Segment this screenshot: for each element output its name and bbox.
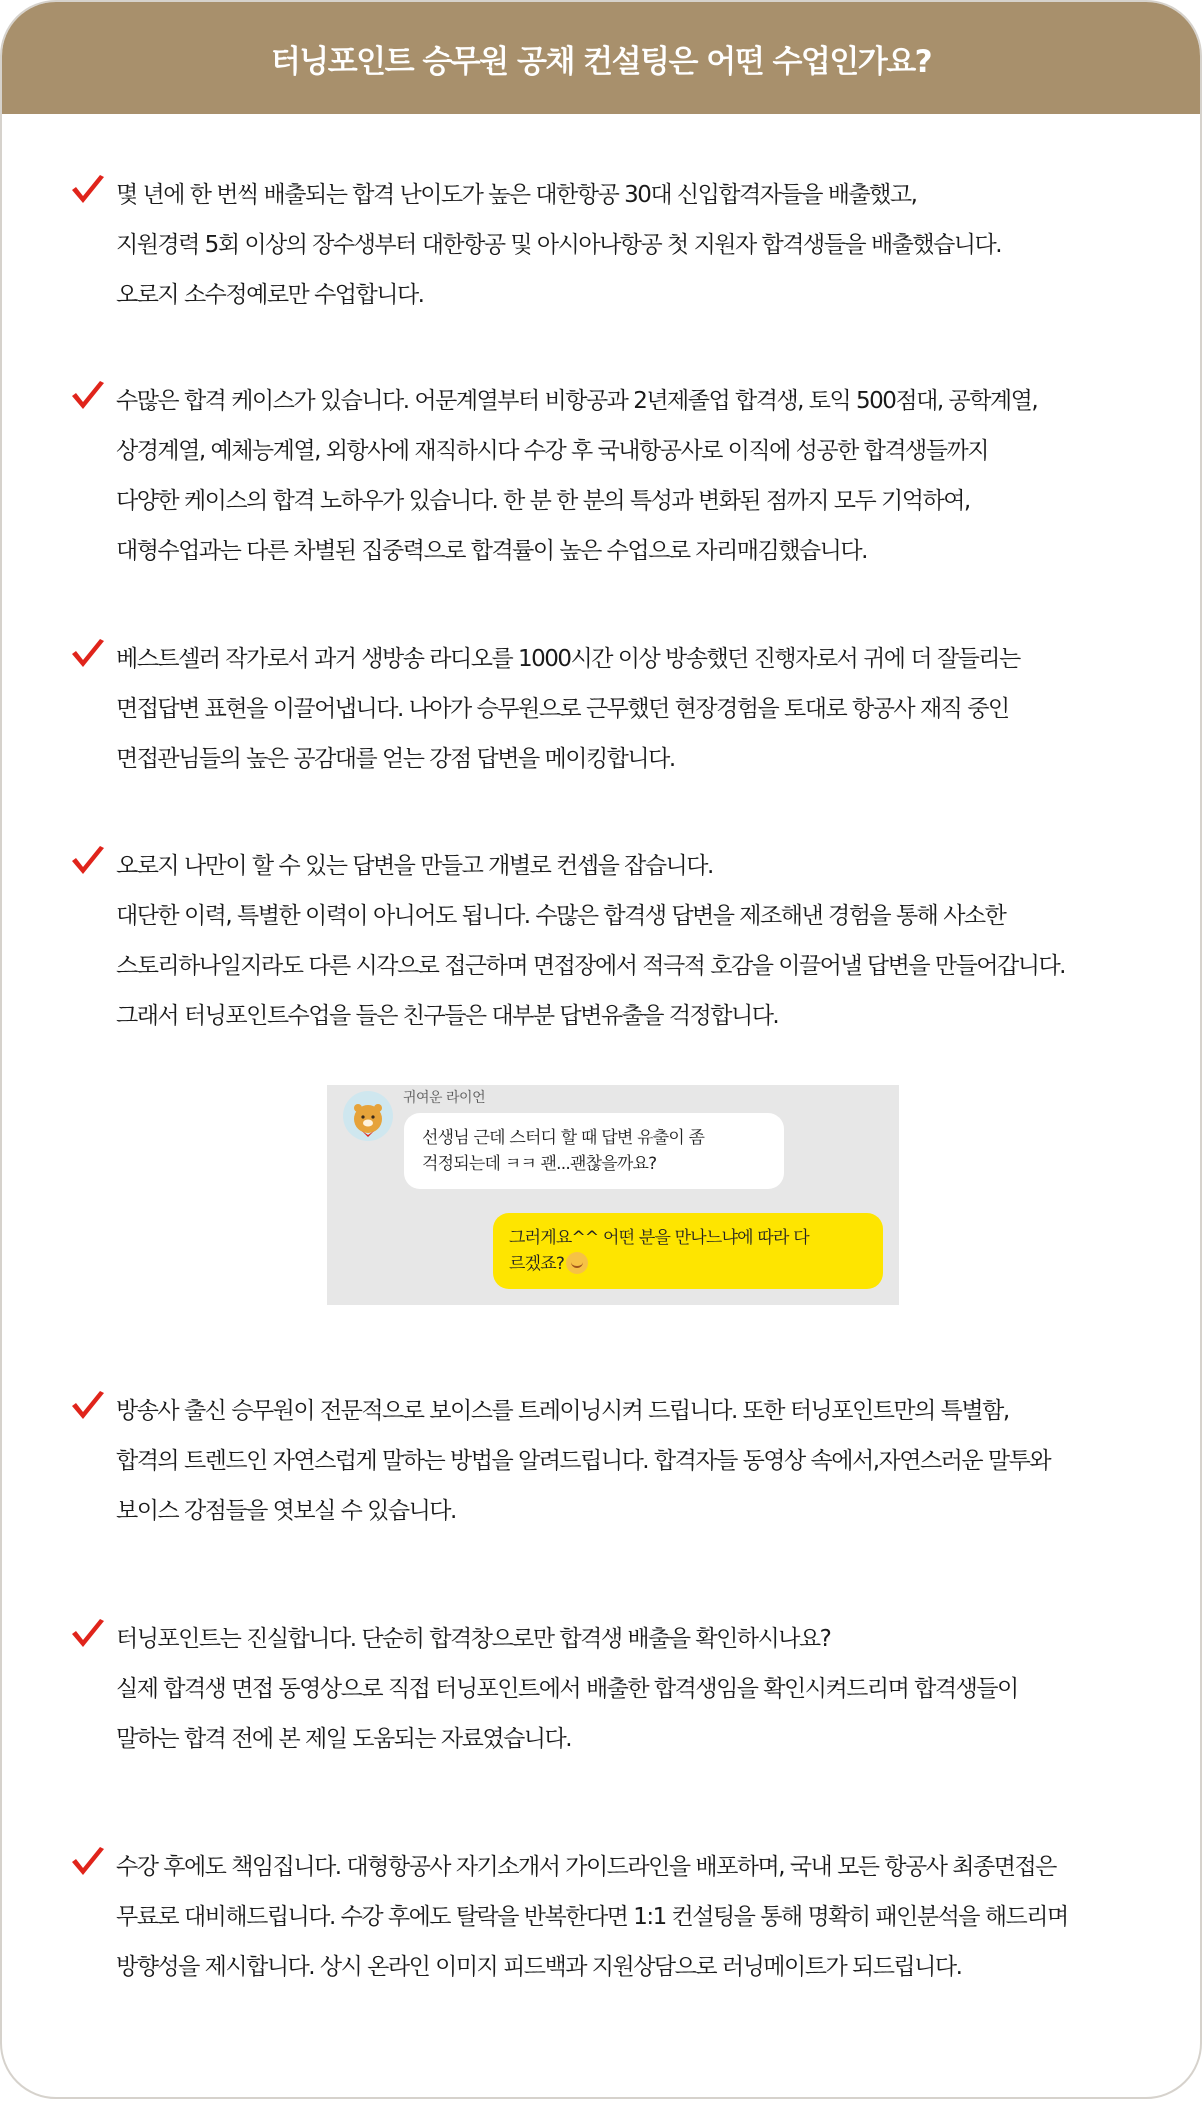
check-icon bbox=[70, 638, 106, 672]
message-line: 걱정되는데 ㅋㅋ 괜...괜찮을까요? bbox=[422, 1154, 657, 1174]
text-line: 다양한 케이스의 합격 노하우가 있습니다. 한 분 한 분의 특성과 변화된 점까지 모두 기억하여, bbox=[116, 488, 970, 514]
check-icon bbox=[70, 174, 106, 208]
text-line: 스토리하나일지라도 다른 시각으로 접근하며 면접장에서 적극적 호감을 이끌어낼 답변을 만들어갑니다. bbox=[116, 953, 1065, 979]
text-line: 방송사 출신 승무원이 전문적으로 보이스를 트레이닝시켜 드립니다. 또한 터닝포인트만의 특별함, bbox=[116, 1398, 1009, 1424]
list-item-text bbox=[116, 170, 1176, 320]
check-icon bbox=[70, 1846, 106, 1880]
list-item-text bbox=[116, 1614, 1176, 1764]
check-icon bbox=[70, 380, 106, 414]
smiling-face-emoji-icon bbox=[566, 1252, 588, 1274]
text-line: 수많은 합격 케이스가 있습니다. 어문계열부터 비항공과 2년제졸업 합격생, 토익 500점대, 공학계열, bbox=[116, 388, 1038, 414]
text-line: 몇 년에 한 번씩 배출되는 합격 난이도가 높은 대한항공 30대 신입합격자들을 배출했고, bbox=[116, 182, 917, 208]
message-line: 선생님 근데 스터디 할 때 답변 유출이 좀 bbox=[422, 1128, 705, 1148]
list-item-text bbox=[116, 1386, 1176, 1536]
check-icon bbox=[70, 1390, 106, 1424]
chat-screenshot bbox=[327, 1085, 899, 1305]
text-line: 면접관님들의 높은 공감대를 얻는 강점 답변을 메이킹합니다. bbox=[116, 746, 675, 772]
page-title-banner bbox=[2, 2, 1200, 114]
list-item-text bbox=[116, 376, 1176, 576]
text-line: 오로지 소수정예로만 수업합니다. bbox=[116, 282, 424, 308]
text-line: 오로지 나만이 할 수 있는 답변을 만들고 개별로 컨셉을 잡습니다. bbox=[116, 853, 713, 879]
list-item-text bbox=[116, 1842, 1176, 1992]
text-line: 베스트셀러 작가로서 과거 생방송 라디오를 1000시간 이상 방송했던 진행자로서 귀에 더 잘들리는 bbox=[116, 646, 1020, 672]
text-line: 실제 합격생 면접 동영상으로 직접 터닝포인트에서 배출한 합격생임을 확인시켜드리며 합격생들이 bbox=[116, 1676, 1018, 1702]
text-line: 무료로 대비해드립니다. 수강 후에도 탈락을 반복한다면 1:1 컨설팅을 통해 명확히 패인분석을 해드리며 bbox=[116, 1904, 1068, 1930]
text-line: 상경계열, 예체능계열, 외항사에 재직하시다 수강 후 국내항공사로 이직에 성공한 합격생들까지 bbox=[116, 438, 988, 464]
lion-character-avatar bbox=[343, 1091, 393, 1141]
chat-sender-name: 귀여운 라이언 bbox=[403, 1090, 486, 1106]
text-line: 터닝포인트는 진실합니다. 단순히 합격창으로만 합격생 배출을 확인하시나요? bbox=[116, 1626, 831, 1652]
lion-icon bbox=[343, 1091, 393, 1141]
message-line bbox=[509, 1251, 867, 1277]
outgoing-message-bubble bbox=[493, 1213, 883, 1289]
text-line: 수강 후에도 책임집니다. 대형항공사 자기소개서 가이드라인을 배포하며, 국내 모든 항공사 최종면접은 bbox=[116, 1854, 1056, 1880]
list-item-text bbox=[116, 634, 1176, 784]
message-text: 르겠죠? bbox=[509, 1254, 565, 1274]
text-line: 지원경력 5회 이상의 장수생부터 대한항공 및 아시아나항공 첫 지원자 합격생들을 배출했습니다. bbox=[116, 232, 1002, 258]
text-line: 대단한 이력, 특별한 이력이 아니어도 됩니다. 수많은 합격생 답변을 제조해낸 경험을 통해 사소한 bbox=[116, 903, 1006, 929]
text-line: 보이스 강점들을 엿보실 수 있습니다. bbox=[116, 1498, 456, 1524]
text-line: 면접답변 표현을 이끌어냅니다. 나아가 승무원으로 근무했던 현장경험을 토대로 항공사 재직 중인 bbox=[116, 696, 1009, 722]
text-line: 방향성을 제시합니다. 상시 온라인 이미지 피드백과 지원상담으로 러닝메이트가 되드립니다. bbox=[116, 1954, 962, 1980]
message-line: 그러게요^^ 어떤 분을 만나느냐에 따라 다 bbox=[509, 1228, 809, 1248]
text-line: 말하는 합격 전에 본 제일 도움되는 자료였습니다. bbox=[116, 1726, 572, 1752]
text-line: 합격의 트렌드인 자연스럽게 말하는 방법을 알려드립니다. 합격자들 동영상 속에서,자연스러운 말투와 bbox=[116, 1448, 1051, 1474]
list-item-text bbox=[116, 841, 1176, 1041]
text-line: 대형수업과는 다른 차별된 집중력으로 합격률이 높은 수업으로 자리매김했습니다. bbox=[116, 538, 867, 564]
check-icon bbox=[70, 1618, 106, 1652]
check-icon bbox=[70, 845, 106, 879]
page-title: 터닝포인트 승무원 공채 컨설팅은 어떤 수업인가요? bbox=[270, 43, 932, 80]
text-line: 그래서 터닝포인트수업을 들은 친구들은 대부분 답변유출을 걱정합니다. bbox=[116, 1003, 779, 1029]
incoming-message-bubble bbox=[404, 1113, 784, 1189]
